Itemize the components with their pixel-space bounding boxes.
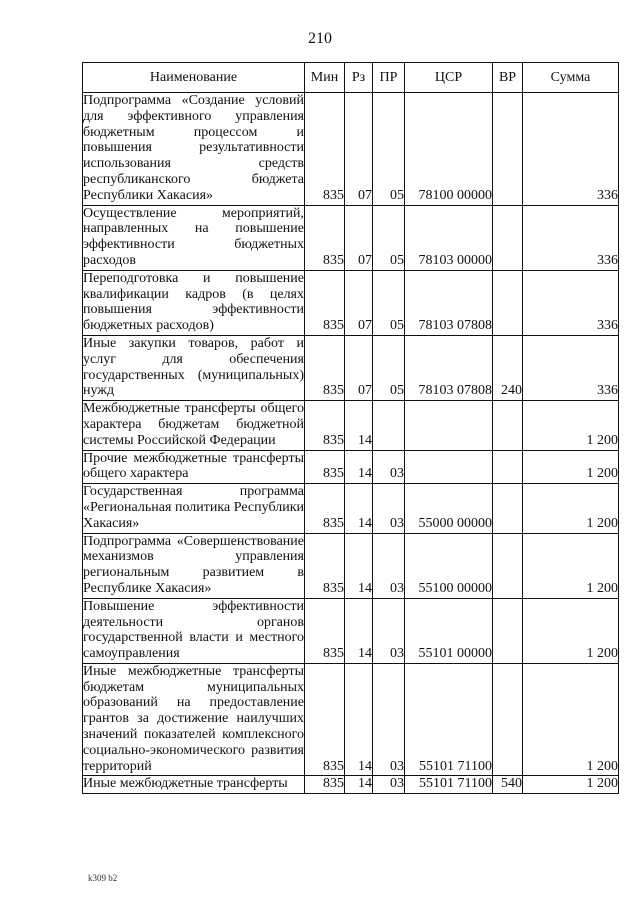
row-sum: 1 200 xyxy=(523,533,619,598)
row-pr: 05 xyxy=(373,93,405,206)
row-sum: 1 200 xyxy=(523,450,619,484)
row-vr: 240 xyxy=(493,335,523,400)
budget-table xyxy=(82,62,619,794)
table-row xyxy=(83,663,619,776)
table-row xyxy=(83,335,619,400)
row-rz: 07 xyxy=(345,335,373,400)
table-row xyxy=(83,93,619,206)
page-number: 210 xyxy=(308,30,332,47)
row-vr xyxy=(493,598,523,663)
row-name: Иные межбюджетные трансферты бюджетам муниципальных образований на предоставление грантов за достижение наилучших значений показателей комплексного социально-экономического развития территорий xyxy=(83,663,305,776)
row-csr: 78103 00000 xyxy=(405,205,493,270)
table-row xyxy=(83,270,619,335)
table-row xyxy=(83,450,619,484)
header-rz: Рз xyxy=(345,63,373,93)
row-vr xyxy=(493,401,523,450)
header-pr: ПР xyxy=(373,63,405,93)
row-sum: 336 xyxy=(523,205,619,270)
row-vr xyxy=(493,450,523,484)
header-sum: Сумма xyxy=(523,63,619,93)
row-vr xyxy=(493,270,523,335)
row-csr xyxy=(405,450,493,484)
row-pr: 03 xyxy=(373,450,405,484)
row-min: 835 xyxy=(305,450,345,484)
row-rz: 14 xyxy=(345,663,373,776)
row-rz: 14 xyxy=(345,484,373,533)
row-min: 835 xyxy=(305,533,345,598)
row-csr: 78103 07808 xyxy=(405,335,493,400)
row-rz: 07 xyxy=(345,270,373,335)
row-name: Межбюджетные трансферты общего характера бюджетам бюджетной системы Российской Федерации xyxy=(83,401,305,450)
row-rz: 14 xyxy=(345,598,373,663)
row-min: 835 xyxy=(305,598,345,663)
row-name: Переподготовка и повышение квалификации кадров (в целях повышения эффективности бюджетных расходов) xyxy=(83,270,305,335)
row-sum: 336 xyxy=(523,270,619,335)
row-pr: 05 xyxy=(373,335,405,400)
row-vr: 540 xyxy=(493,776,523,794)
row-rz: 07 xyxy=(345,205,373,270)
row-vr xyxy=(493,663,523,776)
row-pr: 03 xyxy=(373,663,405,776)
row-sum: 1 200 xyxy=(523,663,619,776)
row-csr: 78100 00000 xyxy=(405,93,493,206)
row-name: Повышение эффективности деятельности органов государственной власти и местного самоуправления xyxy=(83,598,305,663)
header-vr: ВР xyxy=(493,63,523,93)
row-name: Государственная программа «Региональная политика Республики Хакасия» xyxy=(83,484,305,533)
row-csr: 55100 00000 xyxy=(405,533,493,598)
row-min: 835 xyxy=(305,663,345,776)
row-rz: 14 xyxy=(345,776,373,794)
row-vr xyxy=(493,205,523,270)
row-name: Прочие межбюджетные трансферты общего характера xyxy=(83,450,305,484)
row-pr: 05 xyxy=(373,205,405,270)
row-vr xyxy=(493,533,523,598)
row-name: Подпрограмма «Совершенствование механизмов управления региональным развитием в Республике Хакасия» xyxy=(83,533,305,598)
header-name: Наименование xyxy=(83,63,305,93)
row-csr: 55101 00000 xyxy=(405,598,493,663)
row-csr: 55000 00000 xyxy=(405,484,493,533)
header-csr: ЦСР xyxy=(405,63,493,93)
row-rz: 14 xyxy=(345,450,373,484)
row-rz: 14 xyxy=(345,401,373,450)
row-pr: 03 xyxy=(373,776,405,794)
row-name: Осуществление мероприятий, направленных на повышение эффективности бюджетных расходов xyxy=(83,205,305,270)
table-row xyxy=(83,205,619,270)
row-pr: 03 xyxy=(373,598,405,663)
row-sum: 336 xyxy=(523,93,619,206)
table-row xyxy=(83,401,619,450)
row-pr: 03 xyxy=(373,484,405,533)
row-vr xyxy=(493,484,523,533)
row-pr xyxy=(373,401,405,450)
table-row xyxy=(83,776,619,794)
row-csr: 55101 71100 xyxy=(405,776,493,794)
row-pr: 05 xyxy=(373,270,405,335)
row-pr: 03 xyxy=(373,533,405,598)
row-csr: 78103 07808 xyxy=(405,270,493,335)
row-min: 835 xyxy=(305,335,345,400)
table-row xyxy=(83,598,619,663)
row-csr: 55101 71100 xyxy=(405,663,493,776)
row-csr xyxy=(405,401,493,450)
row-min: 835 xyxy=(305,205,345,270)
row-name: Иные закупки товаров, работ и услуг для обеспечения государственных (муниципальных) нужд xyxy=(83,335,305,400)
header-min: Мин xyxy=(305,63,345,93)
row-rz: 07 xyxy=(345,93,373,206)
row-sum: 1 200 xyxy=(523,401,619,450)
row-rz: 14 xyxy=(345,533,373,598)
row-sum: 1 200 xyxy=(523,484,619,533)
row-min: 835 xyxy=(305,776,345,794)
row-vr xyxy=(493,93,523,206)
row-min: 835 xyxy=(305,93,345,206)
footer-code: k309 b2 xyxy=(88,873,118,883)
row-min: 835 xyxy=(305,270,345,335)
table-row xyxy=(83,484,619,533)
row-name: Подпрограмма «Создание условий для эффективного управления бюджетным процессом и повышения результативности использования средств республиканского бюджета Республики Хакасия» xyxy=(83,93,305,206)
row-sum: 1 200 xyxy=(523,598,619,663)
row-sum: 1 200 xyxy=(523,776,619,794)
row-sum: 336 xyxy=(523,335,619,400)
row-name: Иные межбюджетные трансферты xyxy=(83,776,305,794)
row-min: 835 xyxy=(305,484,345,533)
row-min: 835 xyxy=(305,401,345,450)
table-row xyxy=(83,533,619,598)
table-header-row xyxy=(83,63,619,93)
